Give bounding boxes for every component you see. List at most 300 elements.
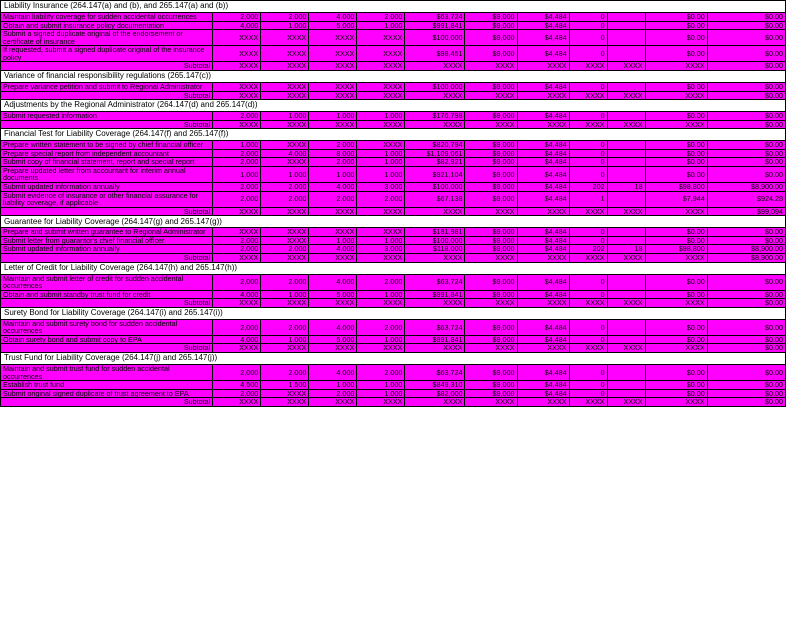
- table-row: [1, 253, 786, 262]
- cell-value: $1,109,061: [405, 149, 465, 158]
- cell-value: $0.00: [645, 274, 707, 290]
- cell-value: $0.00: [707, 290, 785, 299]
- row-label: Subtotal: [1, 91, 213, 100]
- cell-value: 2.000: [261, 13, 309, 22]
- cell-value: $9,000: [465, 381, 517, 390]
- cell-value: $0.00: [645, 381, 707, 390]
- cell-value: XXXX: [213, 253, 261, 262]
- cell-value: $0.00: [707, 30, 785, 46]
- cell-value: XXXX: [213, 30, 261, 46]
- row-label: Submit updated information annually: [1, 183, 213, 192]
- cell-value: XXXX: [261, 62, 309, 71]
- cell-value: $0.00: [707, 299, 785, 308]
- cell-value: XXXX: [309, 62, 357, 71]
- cell-value: XXXX: [309, 30, 357, 46]
- cell-value: 1.000: [357, 158, 405, 167]
- cell-value: $0.00: [645, 166, 707, 182]
- cell-value: $100,000: [405, 236, 465, 245]
- cell-value: XXXX: [607, 299, 645, 308]
- cell-value: $0.00: [707, 335, 785, 344]
- cell-value: 2.000: [357, 319, 405, 335]
- cell-value: 1.000: [309, 112, 357, 121]
- cell-value: XXXX: [261, 82, 309, 91]
- cell-value: $0.00: [707, 389, 785, 398]
- section-title: Guarantee for Liability Coverage (264.147(g) and 265.147(g)): [1, 216, 786, 228]
- cell-value: XXXX: [213, 82, 261, 91]
- table-row: [1, 21, 786, 30]
- table-row: [1, 13, 786, 22]
- cell-value: $921,104: [405, 166, 465, 182]
- cell-value: $0.00: [707, 158, 785, 167]
- cell-value: [607, 82, 645, 91]
- cell-value: 2,000: [213, 319, 261, 335]
- cell-value: XXXX: [261, 91, 309, 100]
- section-title: Financial Test for Liability Coverage (264.147(f) and 265.147(f)): [1, 129, 786, 141]
- cell-value: XXXX: [213, 91, 261, 100]
- table-row: [1, 389, 786, 398]
- table-row: [1, 191, 786, 207]
- cell-value: $9,000: [465, 112, 517, 121]
- cell-value: 1.000: [357, 236, 405, 245]
- cell-value: XXXX: [645, 91, 707, 100]
- cell-value: $9,000: [465, 13, 517, 22]
- cell-value: 2.000: [357, 13, 405, 22]
- cell-value: $0.00: [707, 149, 785, 158]
- cell-value: XXXX: [309, 344, 357, 353]
- cell-value: XXXX: [309, 228, 357, 237]
- cell-value: $820,794: [405, 141, 465, 150]
- table-row: [1, 228, 786, 237]
- cell-value: XXXX: [569, 207, 607, 216]
- cell-value: $0.00: [707, 21, 785, 30]
- cell-value: $9,000: [465, 183, 517, 192]
- table-body: [1, 1, 786, 407]
- cell-value: $991,841: [405, 335, 465, 344]
- cell-value: $4,484: [517, 228, 569, 237]
- cell-value: 2.000: [357, 191, 405, 207]
- cell-value: XXXX: [357, 253, 405, 262]
- cell-value: $0.00: [707, 319, 785, 335]
- cell-value: XXXX: [569, 398, 607, 407]
- cell-value: 2,000: [213, 245, 261, 254]
- cell-value: XXXX: [213, 207, 261, 216]
- cell-value: $4,484: [517, 183, 569, 192]
- cell-value: 2.000: [357, 274, 405, 290]
- table-row: [1, 62, 786, 71]
- cell-value: $4,484: [517, 389, 569, 398]
- cell-value: [607, 21, 645, 30]
- table-row: [1, 365, 786, 381]
- cell-value: XXXX: [517, 91, 569, 100]
- cell-value: [607, 389, 645, 398]
- cell-value: $4,484: [517, 82, 569, 91]
- cell-value: XXXX: [213, 299, 261, 308]
- cell-value: XXXX: [607, 91, 645, 100]
- cell-value: $0.00: [707, 365, 785, 381]
- cell-value: [607, 365, 645, 381]
- row-label: Prepare and submit written guarantee to Regional Administrator: [1, 228, 213, 237]
- cell-value: XXXX: [213, 120, 261, 129]
- cell-value: $4,484: [517, 149, 569, 158]
- cell-value: $0.00: [707, 228, 785, 237]
- cell-value: XXXX: [261, 389, 309, 398]
- cell-value: $991,841: [405, 21, 465, 30]
- cell-value: 4.000: [261, 149, 309, 158]
- cell-value: 1.000: [261, 290, 309, 299]
- cell-value: XXXX: [357, 91, 405, 100]
- cell-value: 2,000: [213, 158, 261, 167]
- cell-value: $0.00: [707, 91, 785, 100]
- cell-value: 0: [569, 149, 607, 158]
- row-label: Subtotal: [1, 299, 213, 308]
- cell-value: 0: [569, 319, 607, 335]
- cell-value: XXXX: [309, 253, 357, 262]
- cell-value: [607, 228, 645, 237]
- cell-value: XXXX: [309, 91, 357, 100]
- cell-value: $0.00: [645, 112, 707, 121]
- cell-value: 1.000: [309, 381, 357, 390]
- cell-value: $9,000: [465, 46, 517, 62]
- cell-value: 1.000: [261, 335, 309, 344]
- cell-value: 1.000: [357, 335, 405, 344]
- table-row: [1, 274, 786, 290]
- cell-value: 0: [569, 112, 607, 121]
- cell-value: $100,000: [405, 30, 465, 46]
- cell-value: XXXX: [465, 253, 517, 262]
- cell-value: XXXX: [213, 46, 261, 62]
- cell-value: XXXX: [261, 141, 309, 150]
- section-title: Letter of Credit for Liability Coverage (264.147(h) and 265.147(h)): [1, 262, 786, 274]
- cell-value: $0.00: [707, 46, 785, 62]
- row-label: Submit updated information annually: [1, 245, 213, 254]
- cell-value: XXXX: [569, 299, 607, 308]
- cell-value: $4,484: [517, 166, 569, 182]
- cell-value: 0: [569, 82, 607, 91]
- cell-value: $7,944: [645, 191, 707, 207]
- cell-value: $9,000: [465, 21, 517, 30]
- cell-value: $98,800: [645, 183, 707, 192]
- section-header-row: [1, 1, 786, 13]
- cell-value: XXXX: [261, 253, 309, 262]
- cell-value: XXXX: [569, 91, 607, 100]
- cell-value: $4,484: [517, 158, 569, 167]
- cell-value: XXXX: [357, 228, 405, 237]
- cell-value: XXXX: [465, 344, 517, 353]
- cell-value: XXXX: [517, 344, 569, 353]
- cell-value: XXXX: [309, 120, 357, 129]
- cell-value: 2,000: [213, 365, 261, 381]
- cell-value: $0.00: [645, 228, 707, 237]
- cell-value: $9,000: [465, 389, 517, 398]
- cell-value: XXXX: [645, 299, 707, 308]
- cell-value: 1.000: [261, 166, 309, 182]
- cell-value: 1.000: [309, 166, 357, 182]
- cell-value: XXXX: [465, 120, 517, 129]
- row-label: Establish trust fund: [1, 381, 213, 390]
- table-row: [1, 319, 786, 335]
- cell-value: XXXX: [517, 253, 569, 262]
- table-row: [1, 245, 786, 254]
- cell-value: XXXX: [213, 228, 261, 237]
- cell-value: XXXX: [569, 253, 607, 262]
- cell-value: 4.000: [309, 245, 357, 254]
- cell-value: $0.00: [645, 46, 707, 62]
- cell-value: 202: [569, 183, 607, 192]
- cell-value: 1.000: [261, 21, 309, 30]
- cell-value: XXXX: [261, 236, 309, 245]
- cell-value: $924.28: [707, 191, 785, 207]
- cell-value: XXXX: [405, 62, 465, 71]
- table-row: [1, 120, 786, 129]
- cell-value: $100,000: [405, 183, 465, 192]
- cell-value: 4,000: [213, 335, 261, 344]
- cell-value: $4,484: [517, 236, 569, 245]
- cell-value: 2,000: [213, 112, 261, 121]
- cell-value: $4,484: [517, 335, 569, 344]
- cell-value: XXXX: [309, 398, 357, 407]
- cell-value: 2.000: [261, 365, 309, 381]
- row-label: Subtotal: [1, 344, 213, 353]
- cell-value: 4,000: [213, 290, 261, 299]
- cell-value: $4,484: [517, 141, 569, 150]
- cell-value: $118,000: [405, 245, 465, 254]
- cell-value: XXXX: [645, 207, 707, 216]
- cell-value: XXXX: [645, 120, 707, 129]
- cell-value: $4,484: [517, 46, 569, 62]
- cell-value: $9,000: [465, 30, 517, 46]
- cell-value: XXXX: [405, 120, 465, 129]
- cell-value: $8,900.00: [707, 183, 785, 192]
- cell-value: $63,724: [405, 274, 465, 290]
- cell-value: $9,000: [465, 319, 517, 335]
- cell-value: XXXX: [357, 398, 405, 407]
- cell-value: XXXX: [357, 120, 405, 129]
- section-title: Trust Fund for Liability Coverage (264.147(j) and 265.147(j)): [1, 353, 786, 365]
- cell-value: XXXX: [517, 207, 569, 216]
- cell-value: XXXX: [357, 141, 405, 150]
- cell-value: 0: [569, 335, 607, 344]
- cell-value: $0.00: [707, 344, 785, 353]
- table-row: [1, 207, 786, 216]
- cell-value: 2,000: [213, 149, 261, 158]
- cell-value: XXXX: [569, 62, 607, 71]
- table-row: [1, 398, 786, 407]
- cell-value: 18: [607, 245, 645, 254]
- cell-value: $9,000: [465, 236, 517, 245]
- cell-value: [607, 166, 645, 182]
- cell-value: $0.00: [645, 389, 707, 398]
- cell-value: $0.00: [707, 398, 785, 407]
- cell-value: $9,000: [465, 245, 517, 254]
- cell-value: $4,484: [517, 30, 569, 46]
- cell-value: $0.00: [707, 62, 785, 71]
- cell-value: XXXX: [309, 299, 357, 308]
- cell-value: $0.00: [707, 141, 785, 150]
- row-label: Prepare variance petition and submit to Regional Administrator: [1, 82, 213, 91]
- row-label: Submit requested information: [1, 112, 213, 121]
- section-header-row: [1, 307, 786, 319]
- row-label: If requested, submit a signed duplicate original of the insurance policy: [1, 46, 213, 62]
- cell-value: 4.000: [309, 319, 357, 335]
- cell-value: $181,981: [405, 228, 465, 237]
- cell-value: 1.000: [309, 236, 357, 245]
- cell-value: 0: [569, 21, 607, 30]
- cell-value: $0.00: [707, 274, 785, 290]
- cell-value: XXXX: [213, 62, 261, 71]
- row-label: Obtain and submit standby trust fund for credit: [1, 290, 213, 299]
- cell-value: 202: [569, 245, 607, 254]
- section-header-row: [1, 129, 786, 141]
- cell-value: $0.00: [645, 13, 707, 22]
- cell-value: XXXX: [465, 299, 517, 308]
- cell-value: 2,000: [213, 274, 261, 290]
- cell-value: [607, 13, 645, 22]
- cell-value: XXXX: [645, 398, 707, 407]
- cell-value: [607, 335, 645, 344]
- cell-value: $0.00: [707, 82, 785, 91]
- cell-value: 1.500: [261, 381, 309, 390]
- table-row: [1, 381, 786, 390]
- cell-value: 0: [569, 389, 607, 398]
- cell-value: $9,000: [465, 191, 517, 207]
- row-label: Submit copy of financial statement, report and special report: [1, 158, 213, 167]
- cell-value: XXXX: [261, 158, 309, 167]
- cell-value: [607, 30, 645, 46]
- table-row: [1, 112, 786, 121]
- cell-value: XXXX: [405, 299, 465, 308]
- cell-value: XXXX: [405, 253, 465, 262]
- cell-value: 0: [569, 46, 607, 62]
- cell-value: 1.000: [357, 389, 405, 398]
- row-label: Subtotal: [1, 207, 213, 216]
- row-label: Prepare special report from independent accountant: [1, 149, 213, 158]
- cell-value: 2.000: [261, 191, 309, 207]
- table-row: [1, 158, 786, 167]
- cell-value: $4,484: [517, 365, 569, 381]
- cell-value: $0.00: [707, 112, 785, 121]
- cell-value: 0: [569, 158, 607, 167]
- cell-value: XXXX: [261, 228, 309, 237]
- cell-value: [607, 46, 645, 62]
- cell-value: $0.00: [645, 21, 707, 30]
- table-row: [1, 166, 786, 182]
- cell-value: [607, 274, 645, 290]
- cell-value: XXXX: [607, 344, 645, 353]
- cell-value: [607, 319, 645, 335]
- cell-value: 0: [569, 228, 607, 237]
- cell-value: $9,000: [465, 335, 517, 344]
- cell-value: 3.000: [357, 245, 405, 254]
- cell-value: XXXX: [213, 344, 261, 353]
- cell-value: 2,000: [213, 389, 261, 398]
- cell-value: $991,841: [405, 290, 465, 299]
- cell-value: XXXX: [309, 82, 357, 91]
- cell-value: 1,000: [213, 141, 261, 150]
- cell-value: 0: [569, 166, 607, 182]
- cell-value: 0: [569, 274, 607, 290]
- row-label: Subtotal: [1, 253, 213, 262]
- cell-value: 1.000: [357, 112, 405, 121]
- cell-value: XXXX: [405, 344, 465, 353]
- cell-value: $4,484: [517, 21, 569, 30]
- section-header-row: [1, 262, 786, 274]
- row-label: Maintain and submit surety bond for sudden accidental occurrences: [1, 319, 213, 335]
- cell-value: XXXX: [517, 299, 569, 308]
- row-label: Prepare written statement to be signed by chief financial officer: [1, 141, 213, 150]
- cell-value: XXXX: [607, 120, 645, 129]
- cell-value: 4.000: [309, 13, 357, 22]
- cell-value: $9,000: [465, 365, 517, 381]
- cell-value: [607, 381, 645, 390]
- row-label: Subtotal: [1, 398, 213, 407]
- table-row: [1, 236, 786, 245]
- section-header-row: [1, 100, 786, 112]
- cell-value: $0.00: [707, 13, 785, 22]
- cell-value: 18: [607, 183, 645, 192]
- cell-value: $98,800: [645, 245, 707, 254]
- cell-value: 1.000: [357, 21, 405, 30]
- cell-value: [607, 112, 645, 121]
- row-label: Maintain and submit letter of credit for sudden accidental occurrences: [1, 274, 213, 290]
- cell-value: XXXX: [357, 344, 405, 353]
- table-row: [1, 141, 786, 150]
- cell-value: $4,484: [517, 381, 569, 390]
- cell-value: $9,000: [465, 158, 517, 167]
- cell-value: $8,900.00: [707, 253, 785, 262]
- cell-value: XXXX: [645, 62, 707, 71]
- cell-value: $0.00: [707, 120, 785, 129]
- table-row: [1, 183, 786, 192]
- cell-value: [607, 149, 645, 158]
- cell-value: $9,000: [465, 290, 517, 299]
- cell-value: $100,000: [405, 82, 465, 91]
- cell-value: 1.000: [261, 112, 309, 121]
- cell-value: 0: [569, 30, 607, 46]
- cell-value: XXXX: [213, 398, 261, 407]
- row-label: Submit letter from guarantor's chief financial officer: [1, 236, 213, 245]
- cell-value: 5.000: [309, 335, 357, 344]
- cell-value: XXXX: [357, 30, 405, 46]
- cell-value: 1.000: [357, 381, 405, 390]
- cell-value: $0.00: [645, 335, 707, 344]
- table-row: [1, 299, 786, 308]
- cell-value: 4.000: [309, 365, 357, 381]
- cell-value: $9,000: [465, 274, 517, 290]
- table-row: [1, 290, 786, 299]
- table-row: [1, 46, 786, 62]
- cell-value: [607, 158, 645, 167]
- cell-value: XXXX: [465, 62, 517, 71]
- table-row: [1, 149, 786, 158]
- cell-value: XXXX: [357, 62, 405, 71]
- cell-value: [607, 236, 645, 245]
- row-label: Prepare updated letter from accountant for interim annual documents: [1, 166, 213, 182]
- cell-value: $0.00: [707, 166, 785, 182]
- table-row: [1, 30, 786, 46]
- cell-value: 4.000: [309, 183, 357, 192]
- row-label: Maintain and submit trust fund for sudden accidental occurrences: [1, 365, 213, 381]
- cell-value: XXXX: [645, 253, 707, 262]
- cell-value: 2,000: [213, 191, 261, 207]
- cell-value: $82,000: [405, 389, 465, 398]
- cell-value: XXXX: [261, 46, 309, 62]
- cell-value: $0.00: [707, 236, 785, 245]
- cell-value: XXXX: [261, 398, 309, 407]
- cell-value: 2.000: [309, 389, 357, 398]
- section-title: Liability Insurance (264.147(a) and (b), and 265.147(a) and (b)): [1, 1, 786, 13]
- cell-value: 1.000: [357, 166, 405, 182]
- row-label: Submit evidence of insurance or other financial assurance for liability coverage, if applicable: [1, 191, 213, 207]
